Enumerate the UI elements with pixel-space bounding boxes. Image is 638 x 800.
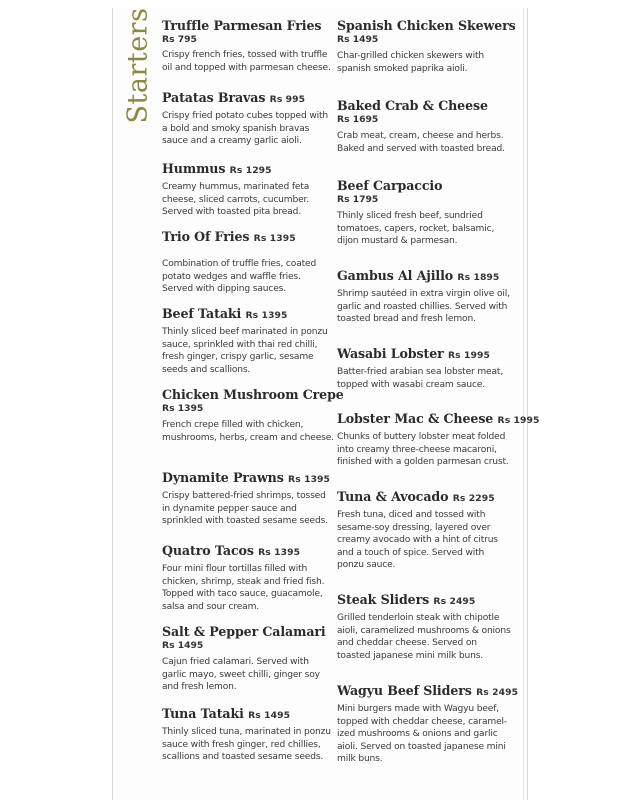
menu-item xyxy=(337,178,512,248)
item-name-row xyxy=(337,592,512,609)
item-name: Truffle Parmesan Fries xyxy=(162,18,322,33)
item-price: Rs 995 xyxy=(269,94,306,105)
item-description: Batter-fried arabian sea lobster meat, topped with wasabi cream sauce. xyxy=(337,367,504,390)
menu-item xyxy=(337,268,512,326)
item-price: Rs 1695 xyxy=(337,114,379,125)
menu-item xyxy=(337,98,512,155)
section-title: Starters xyxy=(122,7,154,124)
item-price: Rs 1395 xyxy=(245,310,288,321)
item-name: Salt & Pepper Calamari xyxy=(162,624,326,639)
item-name: Patatas Bravas xyxy=(162,90,266,105)
item-description: Crispy battered-fried shrimps, tossed in dynamite pepper sauce and sprinkled with toasted sesame seeds. xyxy=(162,491,328,527)
item-name: Gambus Al Ajillo xyxy=(337,268,454,283)
item-price: Rs 1395 xyxy=(253,233,296,244)
item-description: Crispy fried potato cubes topped with a bold and smoky spanish bravas sauce and a creamy garlic aioli. xyxy=(162,111,329,147)
menu-item xyxy=(162,229,334,296)
item-name: Tuna Tataki xyxy=(162,706,244,721)
item-name-row xyxy=(337,268,512,285)
item-name: Quatro Tacos xyxy=(162,543,254,558)
item-price: Rs 2495 xyxy=(476,687,519,698)
menu-item xyxy=(162,387,344,444)
section-title-block xyxy=(120,7,156,126)
menu-item xyxy=(337,592,512,662)
item-name-row xyxy=(337,411,540,428)
item-name-row xyxy=(162,161,334,178)
item-name: Wagyu Beef Sliders xyxy=(337,683,472,698)
item-description: Chunks of buttery lobster meat folded into creamy three-cheese macaroni, finished with a golden parmesan crust. xyxy=(337,432,509,468)
item-name-row xyxy=(162,706,334,723)
item-price: Rs 1395 xyxy=(258,547,301,558)
item-name: Lobster Mac & Cheese xyxy=(337,411,494,426)
menu-item xyxy=(337,411,540,469)
item-price: Rs 2495 xyxy=(433,596,476,607)
item-name: Trio Of Fries xyxy=(162,229,250,244)
menu-item xyxy=(337,18,516,75)
item-description: Crispy french fries, tossed with truffle oil and topped with parmesan cheese. xyxy=(162,50,331,73)
item-name: Beef Tataki xyxy=(162,306,242,321)
item-price: Rs 795 xyxy=(162,34,197,45)
item-name: Wasabi Lobster xyxy=(337,346,444,361)
menu-item xyxy=(337,346,512,391)
item-name: Chicken Mushroom Crepe xyxy=(162,387,344,402)
item-description: Char-grilled chicken skewers with spanish smoked paprika aioli. xyxy=(337,51,484,74)
item-description: Creamy hummus, marinated feta cheese, sliced carrots, cucumber. Served with toasted pita bread. xyxy=(162,182,310,218)
item-price: Rs 1395 xyxy=(288,474,331,485)
item-description: Shrimp sautéed in extra virgin olive oil, garlic and roasted chillies. Served with toasted bread and fresh lemon. xyxy=(337,289,510,325)
item-description: Thinly sliced tuna, marinated in ponzu sauce with fresh ginger, red chillies, scallions and toasted sesame seeds. xyxy=(162,727,331,763)
item-price: Rs 1395 xyxy=(162,403,204,414)
item-description: Cajun fried calamari. Served with garlic mayo, sweet chilli, ginger soy and fresh lemon. xyxy=(162,657,320,693)
menu-item xyxy=(162,306,334,376)
item-description: Grilled tenderloin steak with chipotle aioli, caramelized mushrooms & onions and cheddar cheese. Served on toasted japanese mini milk buns. xyxy=(337,613,511,661)
item-name-row xyxy=(162,306,334,323)
menu-item xyxy=(162,90,334,148)
item-name: Spanish Chicken Skewers xyxy=(337,18,516,33)
item-price: Rs 1895 xyxy=(457,272,500,283)
item-description: Crab meat, cream, cheese and herbs. Baked and served with toasted bread. xyxy=(337,131,505,154)
item-price: Rs 1295 xyxy=(229,165,272,176)
menu-item xyxy=(162,161,334,219)
item-name-row xyxy=(162,229,334,246)
item-price: Rs 1495 xyxy=(337,34,379,45)
menu-item xyxy=(162,470,334,528)
menu-item xyxy=(162,18,334,74)
item-name: Beef Carpaccio xyxy=(337,178,443,193)
menu-item xyxy=(162,706,334,764)
item-name: Tuna & Avocado xyxy=(337,489,449,504)
menu-item xyxy=(162,624,334,694)
item-name-row xyxy=(337,489,512,506)
item-name-row xyxy=(162,543,334,560)
item-description: Combination of truffle fries, coated potato wedges and waffle fries. Served with dipping sauces. xyxy=(162,259,317,295)
item-name-row xyxy=(162,470,334,487)
item-price: Rs 1995 xyxy=(497,415,540,426)
item-description: Fresh tuna, diced and tossed with sesame-soy dressing, layered over creamy avocado with a hint of citrus and a touch of spice. Served with ponzu sauce. xyxy=(337,510,498,571)
item-description: Thinly sliced fresh beef, sundried tomatoes, capers, rocket, balsamic, dijon mustard & parmesan. xyxy=(337,211,495,247)
item-name-row xyxy=(337,346,512,363)
item-price: Rs 1495 xyxy=(248,710,291,721)
item-description: Four mini flour tortillas filled with chicken, shrimp, steak and fried fish. Topped with taco sauce, guacamole, salsa and sour cream. xyxy=(162,564,325,612)
item-description: Thinly sliced beef marinated in ponzu sauce, sprinkled with thai red chilli, fresh ginger, crispy garlic, sesame seeds and scallions. xyxy=(162,327,328,375)
item-description: French crepe filled with chicken, mushrooms, herbs, cream and cheese. xyxy=(162,420,334,443)
item-name: Hummus xyxy=(162,161,226,176)
item-name: Dynamite Prawns xyxy=(162,470,284,485)
item-price: Rs 1795 xyxy=(337,194,379,205)
item-name-row xyxy=(162,90,334,107)
item-price: Rs 2295 xyxy=(452,493,495,504)
item-price: Rs 1995 xyxy=(447,350,490,361)
item-name: Baked Crab & Cheese xyxy=(337,98,488,113)
menu-item xyxy=(337,683,519,766)
item-name-row xyxy=(337,683,519,700)
menu-item xyxy=(162,543,334,613)
menu-item xyxy=(337,489,512,572)
item-name: Steak Sliders xyxy=(337,592,430,607)
item-price: Rs 1495 xyxy=(162,640,204,651)
item-description: Mini burgers made with Wagyu beef, topped with cheddar cheese, caramel-ized mushrooms & onions and garlic aioli. Served on toasted japanese mini milk buns. xyxy=(337,704,508,765)
